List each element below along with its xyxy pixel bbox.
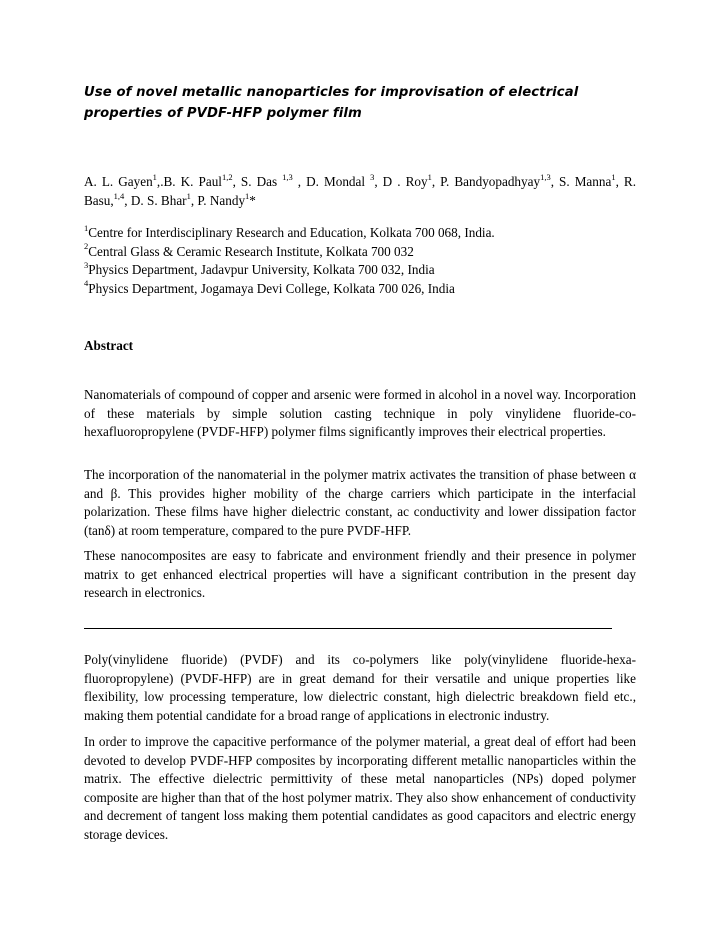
author-affil-sup: 3 (370, 171, 375, 182)
affiliation-item (84, 224, 636, 243)
author-affil-sup: 1 (427, 171, 432, 182)
body-paragraph-2: In order to improve the capacitive performance of the polymer material, a great deal of effort had been devoted to develop PVDF-HFP composites by incorporating different metallic nanoparticles within the matrix. The effective dielectric permittivity of these metal nanoparticles (NPs) doped polymer composite are higher than that of the host polymer matrix. They also show enhancement of conductivity and decrement of tangent loss making them potential candidates as good capacitors and electric energy storage devices. (84, 734, 636, 842)
abstract-paragraph-1: Nanomaterials of compound of copper and arsenic were formed in alcohol in a novel way. Incorporation of these materials by simple solution casting technique in poly vinylidene fluoride-co-hexafluoropropylene (PVDF-HFP) polymer films significantly improves their electrical properties. (84, 387, 636, 440)
title-line-1: Use of novel metallic nanoparticles for improvisation of electrical (84, 85, 579, 100)
author-name: , R. Basu, (84, 174, 637, 208)
author-affil-sup: 1 (611, 171, 616, 182)
corresponding-author-mark: * (249, 193, 256, 208)
affiliation-item (84, 280, 636, 299)
affiliation-text: Physics Department, Jadavpur University, Kolkata 700 032, India (88, 262, 435, 277)
author-name: B. K. Paul (163, 174, 222, 189)
author-affil-sup: 1 (245, 190, 250, 201)
affiliation-number: 4 (84, 278, 89, 289)
author-affil-sup: 1,2 (221, 171, 233, 182)
affiliation-list (84, 224, 636, 298)
affiliation-item (84, 243, 636, 262)
author-name: A. L. Gayen (84, 174, 153, 189)
author-affil-sup: 1,3 (282, 171, 293, 182)
affiliation-number: 3 (84, 259, 89, 270)
affiliation-text: Centre for Interdisciplinary Research and Education, Kolkata 700 068, India. (88, 225, 495, 240)
affiliation-item (84, 261, 636, 280)
affiliation-text: Central Glass & Ceramic Research Institute, Kolkata 700 032 (88, 243, 414, 259)
title-line-2: properties of PVDF-HFP polymer film (84, 106, 362, 121)
abstract-paragraph-3: These nanocomposites are easy to fabricate and environment friendly and their presence in polymer matrix to get enhanced electrical properties will have a significant contribution in the present day research in electronics. (84, 548, 636, 601)
abstract-heading: Abstract (84, 338, 134, 353)
author-affil-sup: 1 (186, 190, 191, 201)
author-affil-sup: 1,4 (113, 190, 125, 201)
affiliation-number: 1 (84, 222, 89, 233)
section-divider (84, 628, 612, 629)
author-list (84, 172, 636, 210)
author-affil-sup: 1 (152, 171, 157, 182)
paper-title (84, 82, 644, 124)
author-name: , D . Roy (374, 174, 428, 189)
author-affil-sup: 1,3 (540, 171, 551, 182)
affiliation-text: Physics Department, Jogamaya Devi College, Kolkata 700 026, India (88, 280, 455, 296)
abstract-paragraph-2: The incorporation of the nanomaterial in the polymer matrix activates the transition of phase between α and β. This provides higher mobility of the charge carriers which participate in the interfacial polarization. These films have higher dielectric constant, ac conductivity and lower dissipation factor (tanδ) at room temperature, compared to the pure PVDF-HFP. (84, 467, 636, 538)
author-name: , D. Mondal (292, 174, 371, 189)
author-name: , P. Nandy (190, 193, 246, 208)
author-name: , D. S. Bhar (124, 193, 187, 208)
author-separator: ,. (156, 174, 164, 189)
author-name: , S. Das (232, 174, 283, 189)
affiliation-number: 2 (84, 241, 89, 252)
author-name: , S. Manna (550, 174, 612, 189)
body-paragraph-1: Poly(vinylidene fluoride) (PVDF) and its co-polymers like poly(vinylidene fluoride-hexa-fluoropropylene) (PVDF-HFP) are in great demand for their versatile and unique properties like flexibility, low processing temperature, low dielectric constant, high dielectric breakdown field etc., making them potential candidate for a broad range of applications in electronic industry. (84, 652, 636, 723)
author-name: , P. Bandyopadhyay (431, 174, 541, 189)
